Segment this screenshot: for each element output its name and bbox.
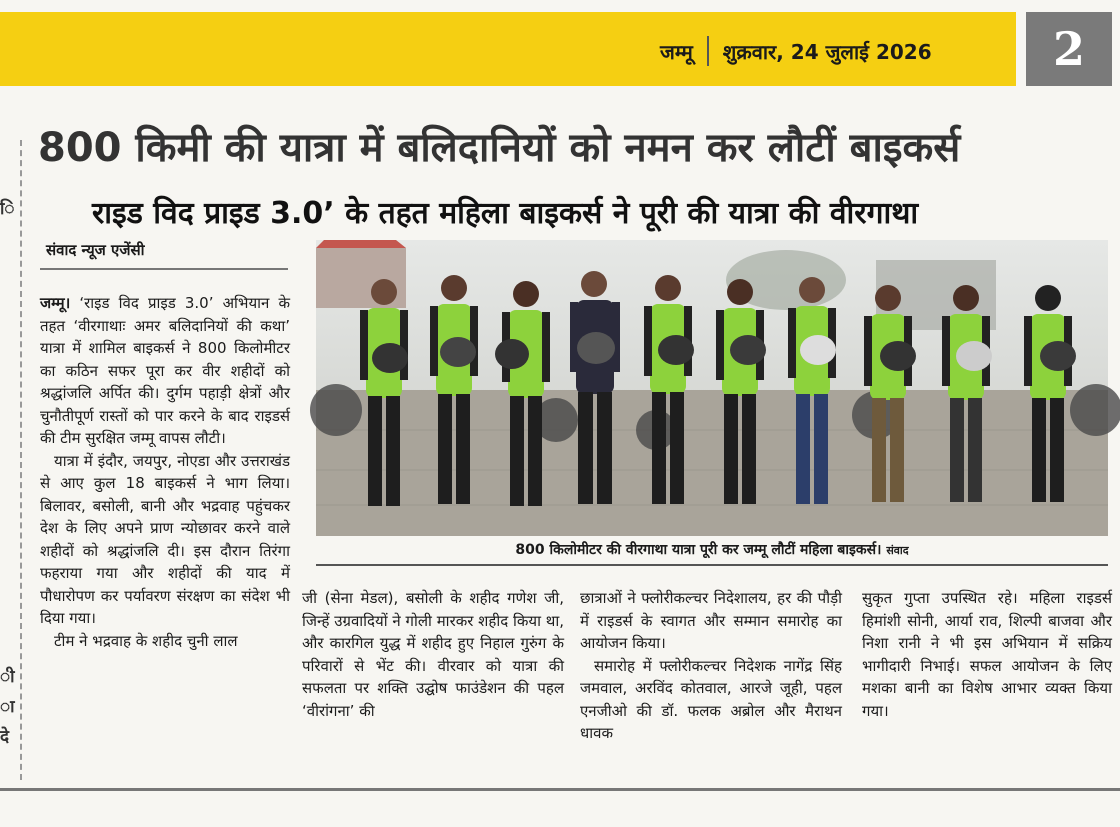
photo-caption [316,540,1108,559]
paragraph [40,292,290,450]
cutoff-text: ा [0,697,15,717]
page-number: 2 [1026,12,1112,86]
caption-rule [316,564,1108,566]
cutoff-text: ि [0,199,15,219]
cutoff-text: दे [0,727,10,747]
dateline: जम्मू। [40,294,71,312]
page-bottom-rule [0,788,1120,791]
women-bikers-photo [316,240,1108,536]
paragraph-text: ‘राइड विद प्राइड 3.0’ अभियान के तहत ‘वीरगाथाः अमर बलिदानियों की कथा’ यात्रा में शामिल बाइकर्स ने 800 किलोमीटर का कठिन सफर पूरा कर वीर शहीदों को श्रद्धांजलि अर्पित की। दुर्गम पहाड़ी क्षेत्रों और चुनौतीपूर्ण रास्तों को पार करने के बाद राइडर्स की टीम सुरक्षित जम्मू वापस लौटी। [40,294,290,447]
issue-date: शुक्रवार, 24 जुलाई 2026 [722,39,932,64]
byline-rule [40,268,288,270]
subheadline: राइड विद प्राइड 3.0’ के तहत महिला बाइकर्स ने पूरी की यात्रा की वीरगाथा [92,196,919,231]
paragraph: छात्राओं ने फ्लोरीकल्चर निदेशालय, हर की पौड़ी में राइडर्स के स्वागत और सम्मान समारोह का आयोजन किया। [580,589,842,652]
paragraph: टीम ने भद्रवाह के शहीद चुनी लाल [54,631,238,650]
byline: संवाद न्यूज एजेंसी [46,241,145,259]
photo-credit: संवाद [886,544,909,557]
article-column-4 [862,587,1112,722]
masthead-meta [660,34,932,68]
column-divider [20,140,22,780]
article-column-2 [302,587,564,722]
news-photo [316,240,1108,536]
divider [707,36,709,66]
city-name: जम्मू [660,39,693,64]
paragraph: समारोह में फ्लोरीकल्चर निदेशक नागेंद्र सिंह जमवाल, अरविंद कोतवाल, आरजे जूही, पहल एनजीओ की डॉ. फलक अब्रोल और मैराथन धावक [580,656,842,742]
headline: 800 किमी की यात्रा में बलिदानियों को नमन कर लौटीं बाइकर्स [38,125,961,171]
cutoff-text: ी [0,667,15,687]
paragraph: सुकृत गुप्ता उपस्थित रहे। महिला राइडर्स हिमांशी सोनी, आर्या राव, शिल्पी बाजवा और निशा रानी ने भी इस अभियान में सक्रिय भागीदारी निभाई। सफल आयोजन के लिए मशका बानी का विशेष आभार व्यक्त किया गया। [862,589,1112,720]
paragraph: यात्रा में इंदौर, जयपुर, नोएडा और उत्तराखंड से आए कुल 18 बाइकर्स ने भाग लिया। बिलावर, बसोली, बानी और भद्रवाह पहुंचकर देश के लिए अपने प्राण न्योछावर करने वाले शहीदों को श्रद्धांजलि दी। इस दौरान तिरंगा फहराया गया और शहीदों की याद में पौधारोपण कर पर्यावरण संरक्षण का संदेश भी दिया गया। [40,451,290,627]
caption-text: 800 किलोमीटर की वीरगाथा यात्रा पूरी कर जम्मू लौटीं महिला बाइकर्स। [515,542,882,558]
article-column-3 [580,587,842,745]
paragraph: जी (सेना मेडल), बसोली के शहीद गणेश जी, जिन्हें उग्रवादियों ने गोली मारकर शहीद किया था, और कारगिल युद्ध में शहीद हुए निहाल गुरुंग के परिवारों से भेंट की। वीरवार को यात्रा की सफलता पर शक्ति उद्घोष फाउंडेशन की पहल ‘वीरांगना’ की [302,589,564,720]
article-column-1 [40,292,290,652]
